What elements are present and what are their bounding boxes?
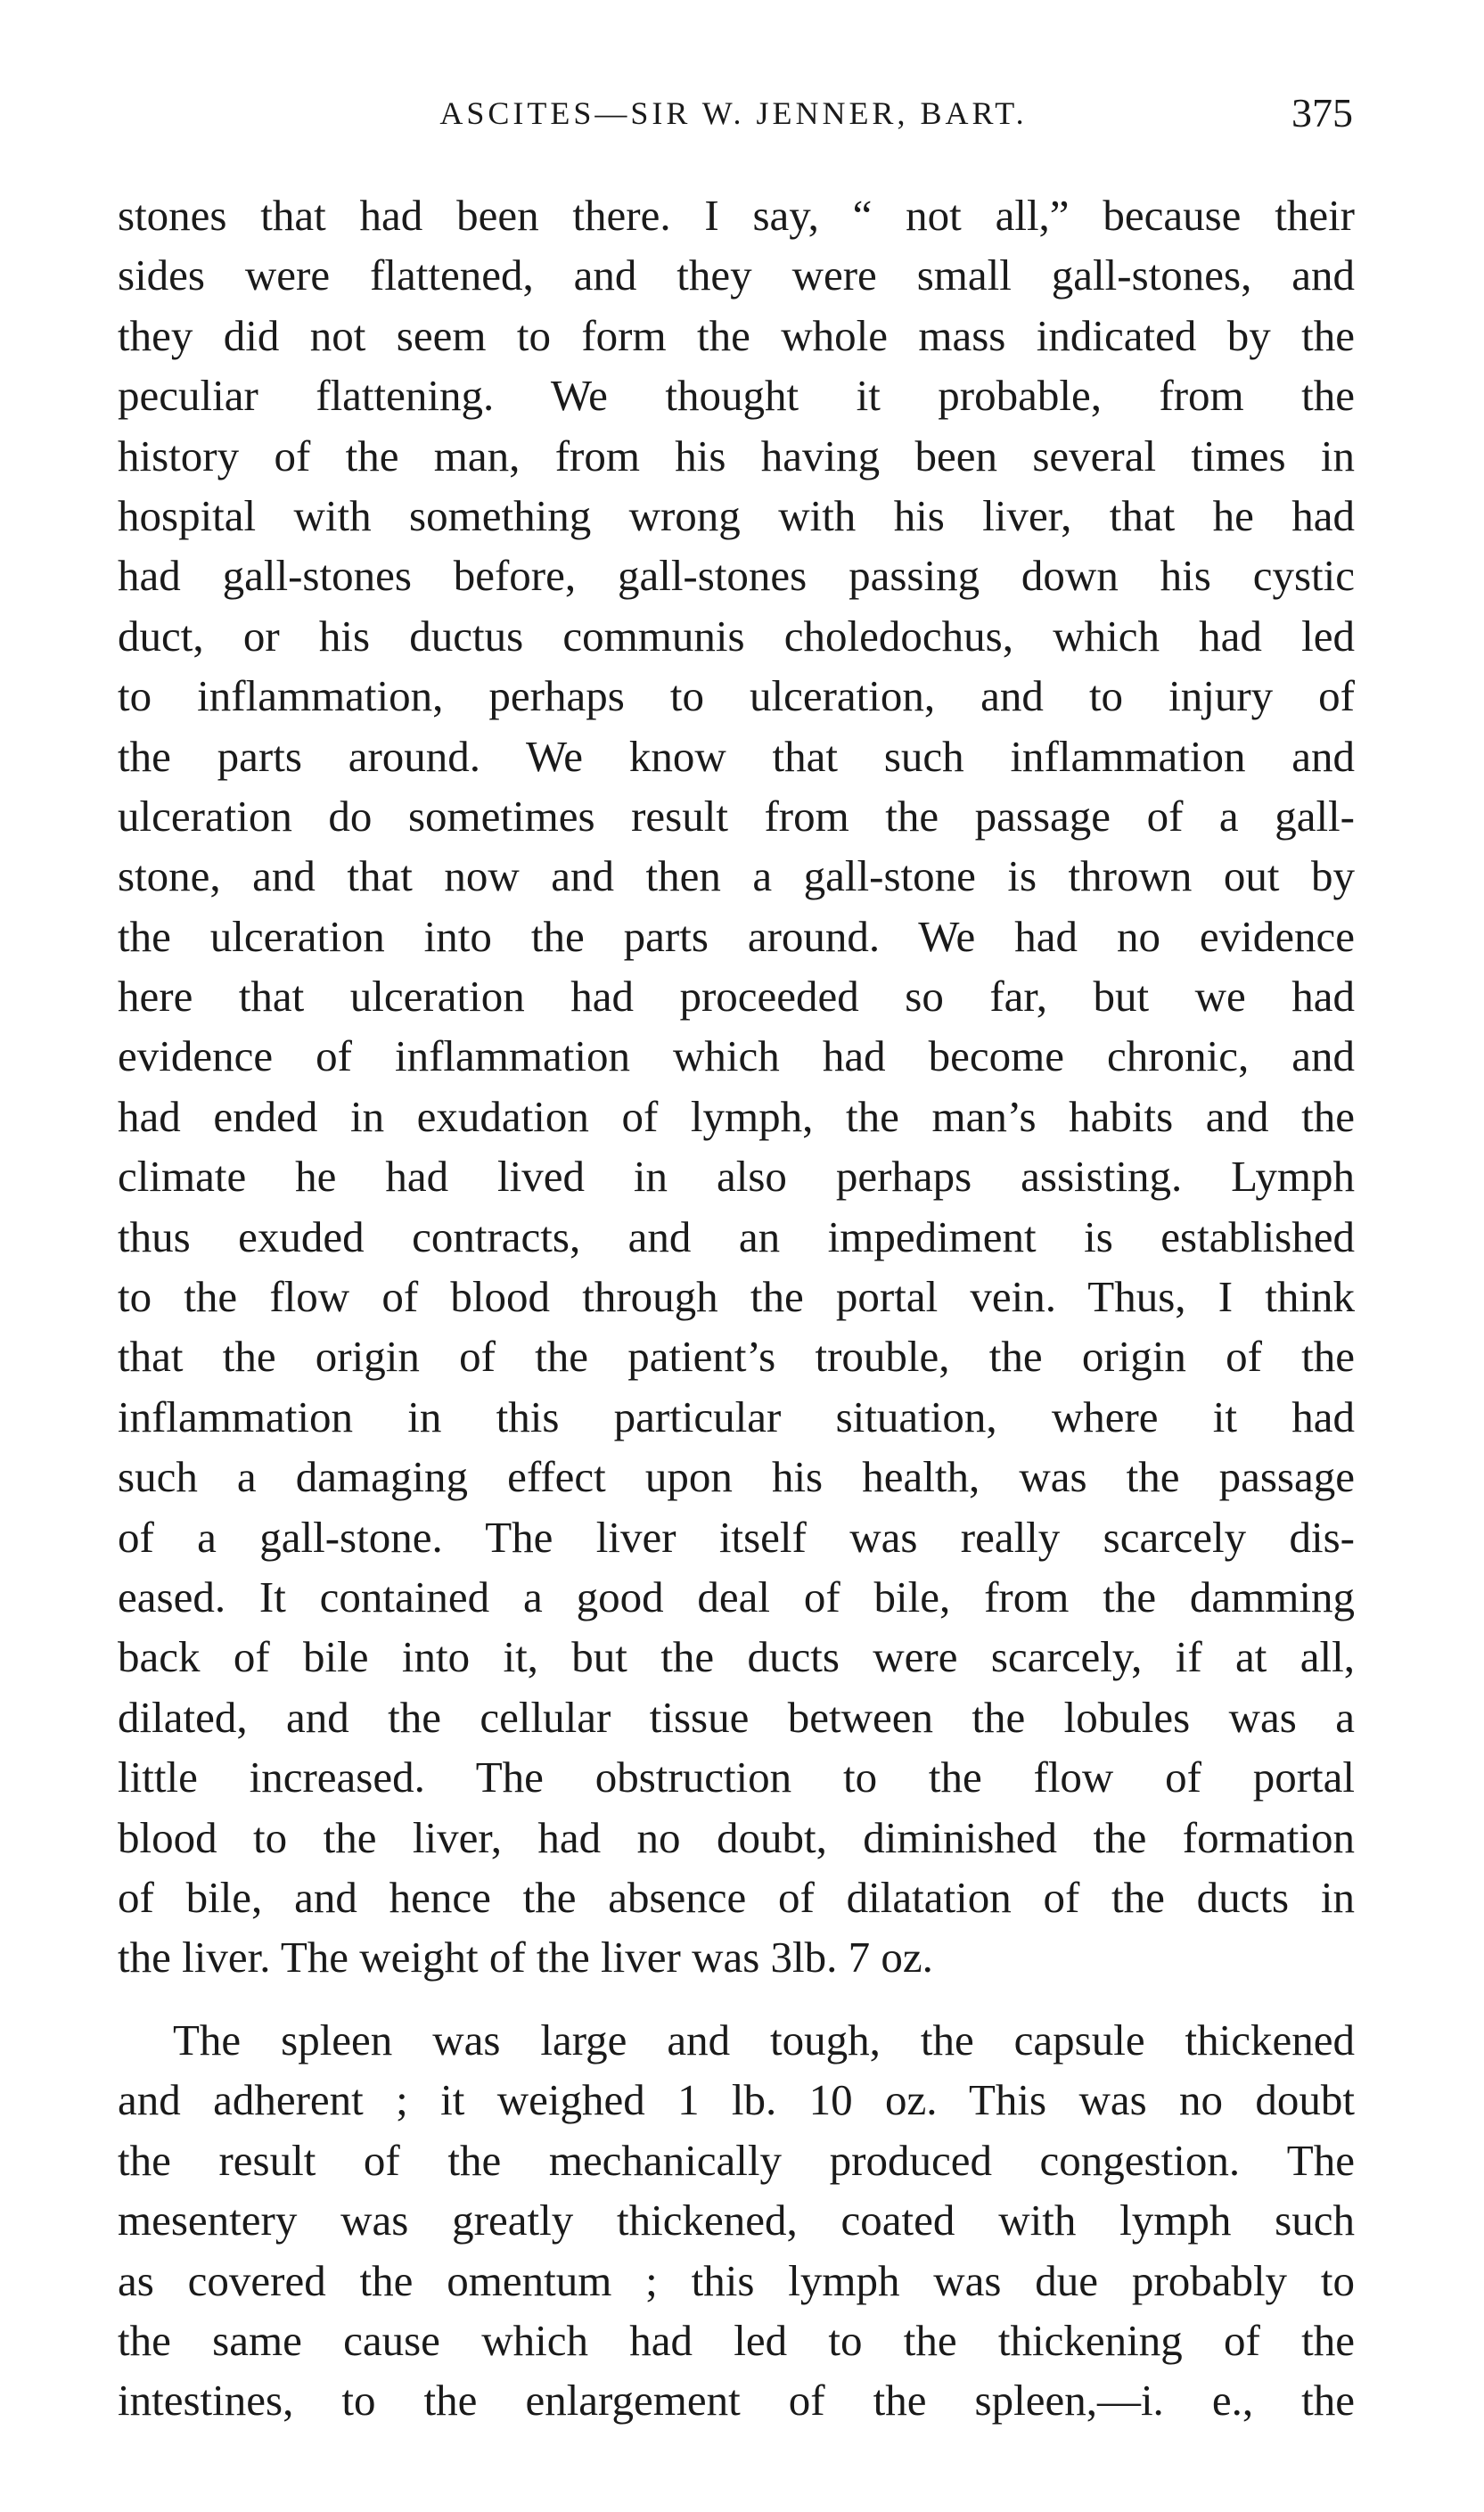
text-line: inflammation in this particular situation, where it had xyxy=(118,1391,1355,1441)
text-line: peculiar flattening. We thought it probable, from the xyxy=(118,371,1355,421)
text-line: history of the man, from his having been several times in xyxy=(118,431,1355,480)
text-line: to inflammation, perhaps to ulceration, and to injury of xyxy=(118,671,1355,721)
text-line: stone, and that now and then a gall-stone is thrown out by xyxy=(118,851,1355,901)
text-line: duct, or his ductus communis choledochus, which had led xyxy=(118,611,1355,661)
text-line: the liver. The weight of the liver was 3lb. 7 oz. xyxy=(118,1933,933,1983)
text-line: thus exuded contracts, and an impediment is established xyxy=(118,1211,1355,1261)
text-line: the parts around. We know that such inflammation and xyxy=(118,731,1355,781)
text-line: of a gall-stone. The liver itself was really scarcely dis- xyxy=(118,1512,1355,1562)
text-line: eased. It contained a good deal of bile, from the damming xyxy=(118,1572,1355,1621)
text-line: sides were flattened, and they were small gall-stones, and xyxy=(118,250,1355,300)
text-line: stones that had been there. I say, “ not all,” because their xyxy=(118,191,1355,240)
running-title: ASCITES—SIR W. JENNER, BART. xyxy=(439,95,1028,131)
text-line: the ulceration into the parts around. We had no evidence xyxy=(118,911,1355,961)
text-line: intestines, to the enlargement of the spleen,—i. e., the xyxy=(118,2376,1355,2426)
text-line: to the flow of blood through the portal vein. Thus, I think xyxy=(118,1272,1355,1322)
text-line: dilated, and the cellular tissue between the lobules was a xyxy=(118,1692,1355,1742)
text-line: little increased. The obstruction to the flow of portal xyxy=(118,1753,1355,1802)
text-line: that the origin of the patient’s trouble, the origin of the xyxy=(118,1332,1355,1382)
text-line: the result of the mechanically produced congestion. The xyxy=(118,2135,1355,2185)
text-line: back of bile into it, but the ducts were scarcely, if at all, xyxy=(118,1632,1355,1682)
text-line: here that ulceration had proceeded so far, but we had xyxy=(118,972,1355,1022)
text-line: hospital with something wrong with his liver, that he had xyxy=(118,490,1355,540)
text-line: of bile, and hence the absence of dilatation of the ducts in xyxy=(118,1872,1355,1922)
running-head xyxy=(114,82,1353,144)
paragraph xyxy=(118,185,1355,1988)
page-number: 375 xyxy=(1291,90,1353,135)
text-line: mesentery was greatly thickened, coated with lymph such xyxy=(118,2196,1355,2245)
text-line: the same cause which had led to the thickening of the xyxy=(118,2315,1355,2365)
text-line: blood to the liver, had no doubt, diminished the formation xyxy=(118,1812,1355,1862)
text-line: had gall-stones before, gall-stones passing down his cystic xyxy=(118,551,1355,601)
text-line: ulceration do sometimes result from the passage of a gall- xyxy=(118,791,1355,841)
text-line: they did not seem to form the whole mass indicated by the xyxy=(118,310,1355,360)
text-line: as covered the omentum ; this lymph was due probably to xyxy=(118,2255,1355,2305)
text-line: had ended in exudation of lymph, the man’s habits and the xyxy=(118,1091,1355,1141)
text-line: such a damaging effect upon his health, was the passage xyxy=(118,1452,1355,1502)
text-line: climate he had lived in also perhaps assisting. Lymph xyxy=(118,1152,1355,1202)
text-line: The spleen was large and tough, the capsule thickened xyxy=(173,2015,1355,2065)
paragraph xyxy=(118,2010,1355,2431)
text-line: evidence of inflammation which had become chronic, and xyxy=(118,1031,1355,1081)
text-line: and adherent ; it weighed 1 lb. 10 oz. This was no doubt xyxy=(118,2075,1355,2125)
